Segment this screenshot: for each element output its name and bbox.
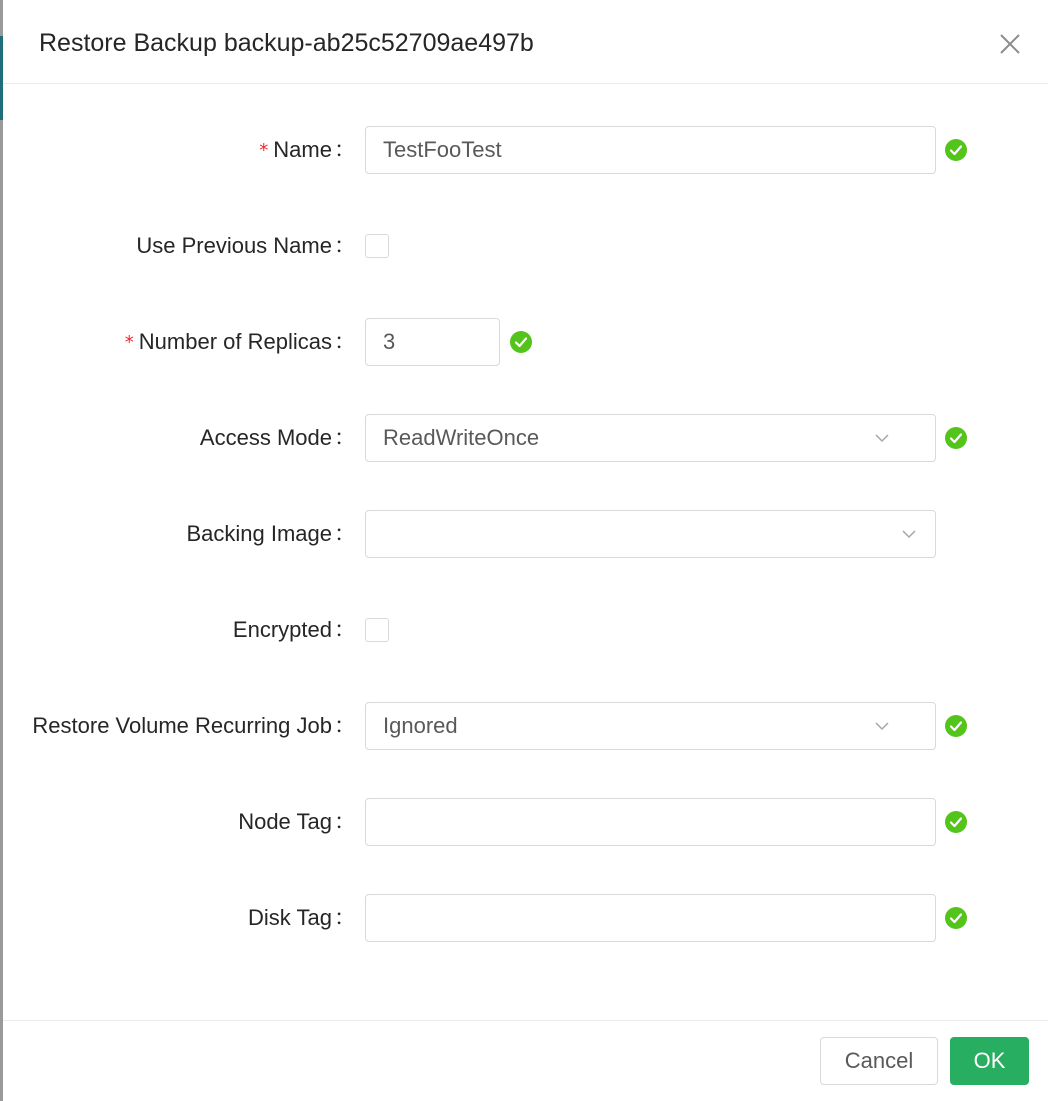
access-mode-select[interactable]: [365, 414, 936, 462]
form-row-node-tag: [3, 798, 1048, 846]
recurring-job-value: Ignored: [383, 713, 458, 738]
form-row-use-previous-name: [3, 222, 1048, 270]
valid-check-icon: [945, 139, 967, 161]
required-mark: *: [124, 332, 134, 353]
encrypted-checkbox[interactable]: [365, 618, 389, 642]
form-row-replicas: [3, 318, 1048, 366]
name-label: * Name：: [259, 137, 356, 162]
close-button[interactable]: [996, 30, 1024, 58]
access-mode-label: Access Mode：: [199, 425, 356, 450]
dialog-footer: [3, 1020, 1048, 1101]
valid-check-icon: [945, 811, 967, 833]
use-previous-name-label: Use Previous Name：: [136, 233, 356, 258]
restore-backup-dialog: [3, 0, 1048, 1101]
chevron-down-icon: [874, 718, 890, 734]
replicas-label: * Number of Replicas：: [124, 329, 356, 354]
form-row-backing-image: [3, 510, 1048, 558]
access-mode-value: ReadWriteOnce: [383, 425, 540, 450]
cancel-button[interactable]: Cancel: [820, 1037, 938, 1085]
form-row-encrypted: [3, 606, 1048, 654]
recurring-job-select[interactable]: [365, 702, 936, 750]
form-row-disk-tag: [3, 894, 1048, 942]
use-previous-name-checkbox[interactable]: [365, 234, 389, 258]
replicas-input[interactable]: 3: [365, 318, 500, 366]
chevron-down-icon: [874, 430, 890, 446]
form-row-access-mode: [3, 414, 1048, 462]
encrypted-label: Encrypted：: [232, 617, 356, 642]
backing-image-select[interactable]: [365, 510, 936, 558]
backing-image-label: Backing Image：: [186, 521, 356, 546]
form-row-recurring-job: [3, 702, 1048, 750]
recurring-job-label: Restore Volume Recurring Job：: [32, 713, 356, 738]
disk-tag-select[interactable]: [365, 894, 936, 942]
valid-check-icon: [945, 427, 967, 449]
dialog-header: [3, 0, 1048, 84]
valid-check-icon: [945, 907, 967, 929]
required-mark: *: [259, 140, 269, 161]
disk-tag-label: Disk Tag：: [248, 905, 356, 930]
node-tag-label: Node Tag：: [238, 809, 356, 834]
node-tag-select[interactable]: [365, 798, 936, 846]
valid-check-icon: [510, 331, 532, 353]
form-row-name: [3, 126, 1048, 174]
chevron-down-icon: [901, 526, 917, 542]
close-icon: [996, 30, 1024, 58]
name-input[interactable]: TestFooTest: [365, 126, 936, 174]
dialog-title: Restore Backup backup-ab25c52709ae497b: [39, 29, 534, 57]
ok-button[interactable]: OK: [950, 1037, 1029, 1085]
valid-check-icon: [945, 715, 967, 737]
